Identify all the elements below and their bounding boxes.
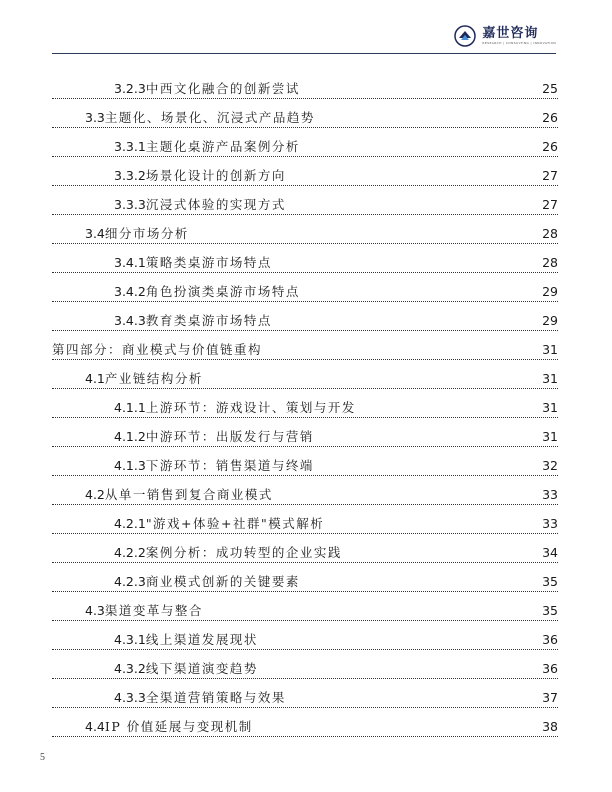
toc-entry-page: 31 (542, 400, 558, 415)
toc-entry[interactable] (52, 650, 558, 679)
toc-entry-number: 3.2.3 (114, 81, 146, 96)
toc-entry-text: 从单一销售到复合商业模式 (104, 487, 273, 502)
toc-entry-page: 28 (542, 226, 558, 241)
toc-entry-number: 4.1.3 (114, 458, 146, 473)
logo-text: 嘉世咨询 (482, 26, 539, 41)
toc-entry-number: 4.2.3 (114, 574, 146, 589)
toc-entry-page: 38 (542, 719, 558, 734)
toc-entry-title (85, 371, 203, 389)
toc-entry[interactable] (52, 244, 558, 273)
toc-entry-text: 产业链结构分析 (104, 371, 203, 386)
toc-entry-title (114, 574, 300, 592)
toc-entry-number: 4.1.1 (114, 400, 146, 415)
toc-entry-title (85, 110, 315, 128)
toc-entry-title (52, 342, 262, 360)
toc-entry-page: 35 (542, 574, 558, 589)
toc-entry-text: 下游环节：销售渠道与终端 (145, 458, 314, 473)
toc-entry-title (85, 603, 203, 621)
toc-entry-page: 25 (542, 81, 558, 96)
toc-entry-number: 3.3.2 (114, 168, 146, 183)
toc-entry-page: 29 (542, 284, 558, 299)
logo-subtitle: RESEARCH | CONSULTING | INNOVATION (482, 41, 556, 45)
toc-entry[interactable] (52, 563, 558, 592)
toc-entry[interactable] (52, 534, 558, 563)
toc-entry[interactable] (52, 302, 558, 331)
toc-entry-number: 4.2 (85, 487, 105, 502)
toc-entry-title (114, 400, 356, 418)
toc-entry-text: 主题化桌游产品案例分析 (145, 139, 300, 154)
toc-entry-text: 上游环节：游戏设计、策划与开发 (145, 400, 356, 415)
toc-entry[interactable] (52, 476, 558, 505)
toc-entry-text: 场景化设计的创新方向 (145, 168, 286, 183)
toc-entry-page: 29 (542, 313, 558, 328)
toc-entry-number: 4.2.2 (114, 545, 146, 560)
toc-entry-title (114, 429, 314, 447)
toc-entry-page: 33 (542, 487, 558, 502)
toc-entry-title (85, 226, 189, 244)
toc-entry-number: 4.2.1 (114, 516, 146, 531)
toc-entry-page: 32 (542, 458, 558, 473)
toc-entry-number: 4.3.1 (114, 632, 146, 647)
toc-entry-number: 4.3.3 (114, 690, 146, 705)
header-divider (52, 53, 556, 54)
toc-entry[interactable] (52, 447, 558, 476)
toc-entry-page: 27 (542, 168, 558, 183)
toc-entry-text: IP 价值延展与变现机制 (104, 719, 253, 734)
toc-entry-page: 31 (542, 342, 558, 357)
toc-entry-text: 主题化、场景化、沉浸式产品趋势 (104, 110, 315, 125)
toc-entry-text: 中西文化融合的创新尝试 (145, 81, 300, 96)
toc-entry-text: 第四部分：商业模式与价值链重构 (52, 342, 263, 357)
toc-entry-page: 31 (542, 371, 558, 386)
toc-entry-page: 31 (542, 429, 558, 444)
toc-entry-title (114, 284, 300, 302)
toc-entry-text: 商业模式创新的关键要素 (145, 574, 300, 589)
toc-entry[interactable] (52, 679, 558, 708)
toc-entry[interactable] (52, 418, 558, 447)
toc-entry[interactable] (52, 186, 558, 215)
toc-entry-title (85, 487, 273, 505)
toc-entry-number: 3.3.1 (114, 139, 146, 154)
toc-entry[interactable] (52, 215, 558, 244)
page-header (0, 0, 612, 56)
toc-entry-page: 26 (542, 110, 558, 125)
company-logo (454, 25, 556, 47)
toc-entry[interactable] (52, 708, 558, 737)
toc-entry-title (114, 458, 314, 476)
toc-entry-page: 36 (542, 661, 558, 676)
toc-entry-text: 策略类桌游市场特点 (145, 255, 272, 270)
toc-entry-text: 沉浸式体验的实现方式 (145, 197, 286, 212)
toc-entry-number: 3.4.1 (114, 255, 146, 270)
toc-entry-number: 4.3 (85, 603, 105, 618)
toc-entry-text: 案例分析：成功转型的企业实践 (145, 545, 342, 560)
toc-entry-title (114, 690, 286, 708)
toc-entry-text: 全渠道营销策略与效果 (145, 690, 286, 705)
toc-entry-text: 渠道变革与整合 (104, 603, 203, 618)
toc-entry-number: 3.4.3 (114, 313, 146, 328)
toc-entry[interactable] (52, 389, 558, 418)
toc-entry-number: 4.4 (85, 719, 105, 734)
toc-entry-number: 3.4.2 (114, 284, 146, 299)
toc-entry-page: 37 (542, 690, 558, 705)
toc-entry-number: 4.3.2 (114, 661, 146, 676)
toc-entry[interactable] (52, 360, 558, 389)
toc-entry-text: 中游环节：出版发行与营销 (145, 429, 314, 444)
logo-mark-icon (454, 25, 476, 47)
toc-entry-title (114, 632, 258, 650)
toc-entry-number: 3.3 (85, 110, 105, 125)
toc-entry[interactable] (52, 273, 558, 302)
toc-entry-title (114, 168, 286, 186)
toc-entry-page: 36 (542, 632, 558, 647)
toc-entry-title (114, 81, 300, 99)
toc-entry[interactable] (52, 331, 558, 360)
toc-entry-number: 3.4 (85, 226, 105, 241)
toc-entry-text: 细分市场分析 (104, 226, 189, 241)
toc-entry-title (114, 139, 300, 157)
toc-entry[interactable] (52, 128, 558, 157)
toc-entry-text: 线上渠道发展现状 (145, 632, 258, 647)
toc-entry-number: 3.3.3 (114, 197, 146, 212)
toc-entry-text: "游戏+体验+社群"模式解析 (145, 516, 325, 531)
toc-entry[interactable] (52, 592, 558, 621)
toc-entry-page: 34 (542, 545, 558, 560)
toc-entry[interactable] (52, 70, 558, 99)
toc-entry-title (85, 719, 253, 737)
toc-entry-number: 4.1.2 (114, 429, 146, 444)
toc-entry-page: 35 (542, 603, 558, 618)
toc-entry-title (114, 313, 272, 331)
toc-entry-page: 33 (542, 516, 558, 531)
toc-entry-text: 角色扮演类桌游市场特点 (145, 284, 300, 299)
toc-entry-title (114, 516, 324, 534)
toc-entry[interactable] (52, 99, 558, 128)
toc-entry[interactable] (52, 621, 558, 650)
toc-entry[interactable] (52, 157, 558, 186)
toc-entry-text: 线下渠道演变趋势 (145, 661, 258, 676)
table-of-contents (52, 70, 558, 737)
toc-entry-title (114, 197, 286, 215)
page-number: 5 (40, 752, 45, 763)
toc-entry[interactable] (52, 505, 558, 534)
toc-entry-title (114, 661, 258, 679)
toc-entry-number: 4.1 (85, 371, 105, 386)
toc-entry-title (114, 255, 272, 273)
toc-entry-title (114, 545, 342, 563)
toc-entry-page: 26 (542, 139, 558, 154)
toc-entry-page: 27 (542, 197, 558, 212)
toc-entry-page: 28 (542, 255, 558, 270)
toc-entry-text: 教育类桌游市场特点 (145, 313, 272, 328)
